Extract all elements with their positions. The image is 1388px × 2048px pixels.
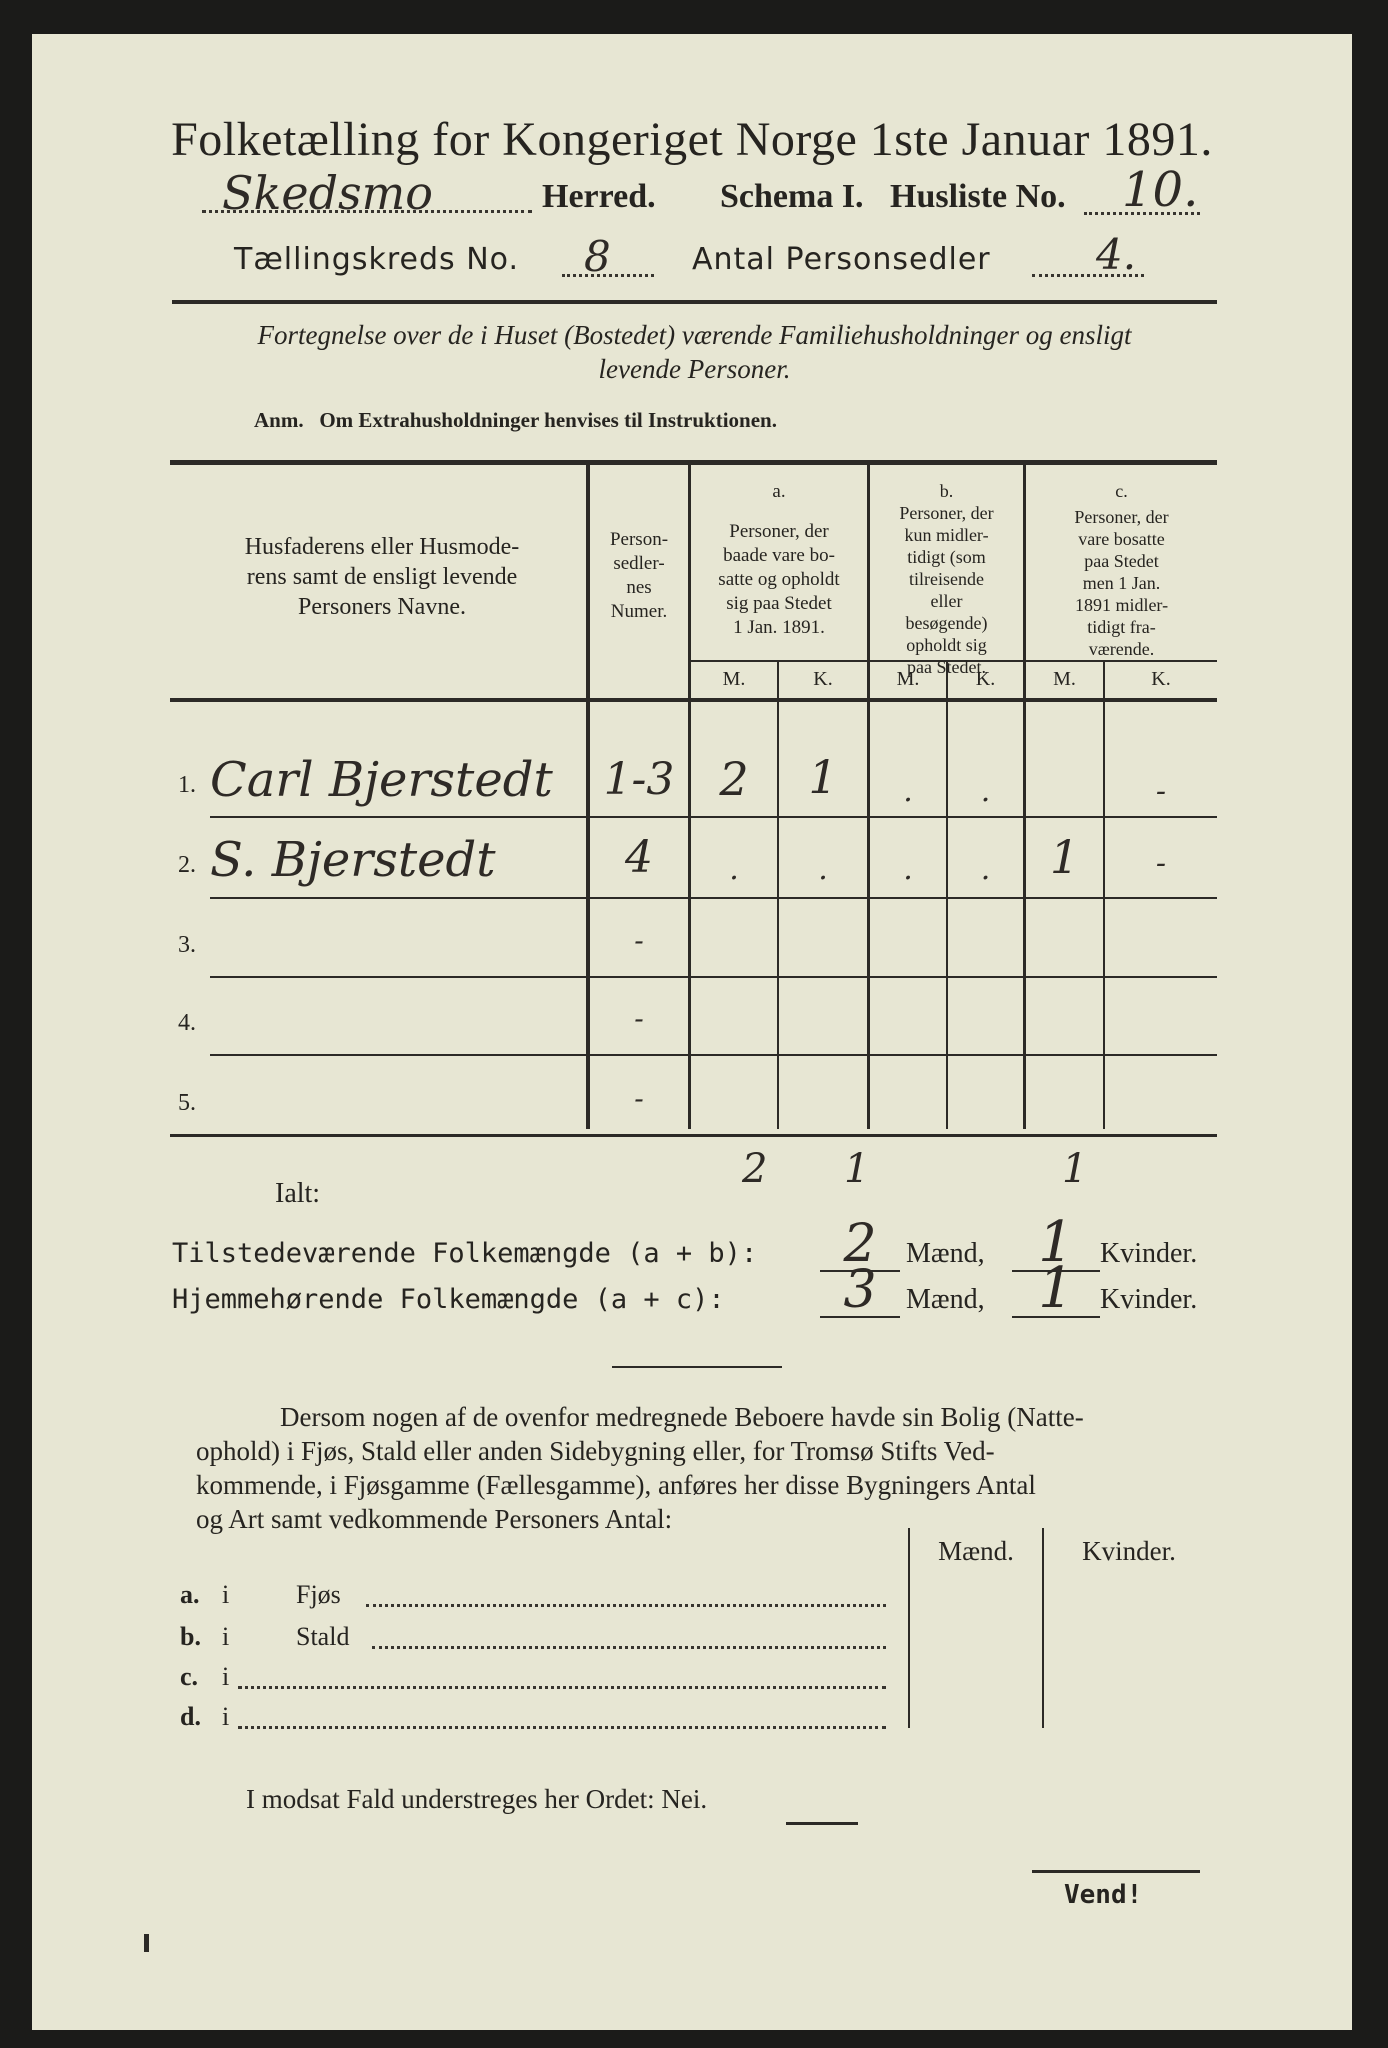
vend-rule (1032, 1870, 1200, 1873)
buildings-row-i: i (222, 1702, 230, 1731)
buildings-row-i: i (222, 1622, 230, 1651)
col-names-line3: Personers Navne. (298, 594, 466, 620)
buildings-row-i: i (222, 1662, 230, 1691)
header-bottom-rule (170, 698, 1217, 702)
row-numer: - (634, 924, 644, 957)
row-line-3 (210, 976, 1217, 978)
ink-mark (144, 1934, 149, 1952)
row-b-k: . (980, 852, 991, 887)
buildings-kvinder-header: Kvinder. (1082, 1536, 1176, 1566)
col-b-line4: tilreisende (909, 569, 984, 589)
herred-value: Skedsmo (222, 166, 433, 220)
col-c-letter: c. (1115, 481, 1128, 501)
col-b-line5: eller (930, 591, 963, 611)
col-names-line1: Husfaderens eller Husmode- (244, 534, 520, 560)
col-numer-line4: Numer. (610, 601, 668, 622)
col-a-header (691, 480, 867, 640)
buildings-row-i: i (222, 1580, 230, 1609)
husliste-value: 10. (1122, 162, 1199, 218)
ialt-a-m: 2 (742, 1146, 768, 1192)
row-number: 4. (178, 1010, 196, 1036)
table-top-rule (170, 460, 1217, 465)
row-c-m: 1 (1049, 830, 1080, 884)
hjemme-k-value: 1 (1038, 1256, 1074, 1321)
col-b-line2: kun midler- (904, 525, 989, 545)
hjemme-m-label: Mænd, (906, 1284, 985, 1315)
tilstede-m-label: Mænd, (906, 1238, 985, 1269)
buildings-row-letter: a. (180, 1580, 200, 1609)
row-name: Carl Bjerstedt (210, 752, 553, 808)
col-c-line4: men 1 Jan. (1082, 573, 1161, 593)
row-b-m: . (903, 852, 913, 887)
antal-value: 4. (1096, 230, 1137, 279)
row-numer: - (634, 1082, 644, 1115)
buildings-row-letter: b. (180, 1622, 201, 1651)
row-a-k: . (818, 852, 828, 887)
col-names-line2-text: rens samt de ensligt levende (246, 564, 518, 590)
col-numer-line1: Person- (609, 529, 669, 550)
row-line-1 (210, 816, 1217, 818)
separator-rule (612, 1366, 782, 1368)
col-c-line7: værende. (1088, 639, 1155, 659)
col-names-header (182, 532, 582, 622)
buildings-row-label: Stald (296, 1622, 350, 1651)
row-c-k: - (1155, 846, 1167, 881)
row-line-4 (210, 1054, 1217, 1056)
col-b-line6: besøgende) (905, 613, 988, 633)
col-b-line1: Personer, der (899, 503, 994, 523)
subtitle-line1: Fortegnelse over de i Huset (Bostedet) værende Familiehusholdninger og ensligt (257, 320, 1132, 350)
row-c-k: - (1155, 774, 1167, 809)
antal-label: Antal Personsedler (692, 242, 991, 277)
row-numer: 4 (625, 832, 653, 883)
col-a-line3: satte og opholdt (718, 569, 840, 590)
tilstede-m-value: 2 (843, 1214, 877, 1274)
modsat-label: I modsat Fald understreges her Ordet: (246, 1784, 655, 1814)
hjemme-label: Hjemmehørende Folkemængde (a + c): (172, 1284, 725, 1315)
modsat-underline (786, 1822, 858, 1825)
schema-label: Schema I. (720, 178, 864, 215)
col-c-line1: Personer, der (1074, 507, 1169, 527)
col-a-k: K. (813, 668, 833, 690)
row-number: 2. (178, 852, 196, 878)
row-number: 1. (178, 772, 196, 798)
anm-note: Anm. Om Extrahusholdninger henvises til Instruktionen. (254, 408, 777, 432)
buildings-row-dots (238, 1726, 886, 1729)
kreds-label: Tællingskreds No. (234, 242, 519, 277)
buildings-row-dots (366, 1604, 886, 1607)
buildings-maend-header: Mænd. (938, 1536, 1014, 1566)
herred-label: Herred. (542, 178, 656, 215)
ialt-a-k: 1 (844, 1146, 870, 1192)
row-a-k: 1 (808, 750, 838, 804)
form-title: Folketælling for Kongeriget Norge 1ste Januar 1891. (171, 113, 1213, 166)
kreds-value: 8 (584, 232, 611, 281)
hjemme-k-label: Kvinder. (1100, 1284, 1198, 1315)
modsat-text (246, 1784, 707, 1815)
row-name: S. Bjerstedt (210, 832, 496, 888)
col-names-line2 (182, 562, 582, 592)
row-number: 5. (178, 1090, 196, 1116)
col-c-header (1026, 480, 1217, 660)
col-c-line6: tidigt fra- (1087, 617, 1156, 637)
table-bottom-rule (170, 1134, 1217, 1137)
col-a-line5: 1 Jan. 1891. (733, 617, 825, 638)
buildings-row-letter: d. (180, 1702, 201, 1731)
row-line-2 (210, 897, 1217, 899)
ialt-label: Ialt: (275, 1178, 321, 1209)
col-c-line5: 1891 midler- (1074, 595, 1169, 615)
top-rule (172, 300, 1217, 304)
paragraph-line1: Dersom nogen af de ovenfor medregnede Beboere havde sin Bolig (Natte- (280, 1402, 1084, 1432)
col-b-letter: b. (939, 481, 954, 501)
col-b-m: M. (896, 668, 920, 690)
paragraph-line4: og Art samt vedkommende Personers Antal: (196, 1504, 673, 1534)
row-number: 3. (178, 932, 196, 958)
col-a-line4: sig paa Stedet (726, 593, 832, 614)
paragraph-line2: ophold) i Fjøs, Stald eller anden Sidebygning eller, for Tromsø Stifts Ved- (196, 1436, 995, 1466)
col-b-line3: tidigt (som (907, 547, 986, 567)
paragraph-line3: kommende, i Fjøsgamme (Fællesgamme), anføres her disse Bygningers Antal (196, 1470, 1036, 1500)
col-numer-header (590, 528, 688, 624)
hjemme-m-value: 3 (843, 1260, 877, 1320)
row-numer: - (634, 1002, 644, 1035)
tilstede-k-value: 1 (1038, 1210, 1074, 1275)
col-a-m: M. (722, 668, 746, 690)
row-numer: 1-3 (603, 754, 675, 805)
buildings-row-label: Fjøs (296, 1580, 341, 1609)
tilstede-k-label: Kvinder. (1100, 1238, 1198, 1269)
col-numer-line2: sedler- (613, 553, 665, 574)
row-a-m: . (729, 852, 739, 887)
row-b-m: . (903, 774, 913, 809)
husliste-label: Husliste No. (890, 178, 1066, 215)
census-form (32, 34, 1352, 2030)
tilstede-label: Tilstedeværende Folkemængde (a + b): (172, 1238, 758, 1269)
buildings-row-dots (238, 1686, 886, 1689)
col-a-line1: Personer, der (729, 521, 829, 542)
col-c-line2: vare bosatte (1078, 529, 1165, 549)
vend-label: Vend! (1064, 1880, 1143, 1910)
col-a-mk-line (777, 662, 779, 1129)
col-b-k: K. (975, 668, 996, 690)
row-a-m: 2 (719, 752, 749, 806)
modsat-word: Nei. (661, 1784, 708, 1814)
col-b-line7: opholdt sig (906, 635, 987, 655)
col-b-header (870, 480, 1023, 678)
subtitle-line2: levende Personer. (598, 354, 791, 384)
col-c-mk-line (1103, 662, 1105, 1129)
ialt-c-m: 1 (1062, 1146, 1088, 1192)
instructions-paragraph (196, 1400, 1206, 1536)
col-a-letter: a. (772, 481, 786, 502)
col-c-k: K. (1151, 668, 1171, 690)
row-b-k: . (980, 774, 991, 809)
buildings-row-dots (372, 1646, 886, 1649)
col-c-line3: paa Stedet (1084, 551, 1159, 571)
col-b-mk-line (946, 662, 948, 1129)
col-b-line8: paa Stedet. (907, 657, 986, 677)
buildings-row-letter: c. (180, 1662, 199, 1691)
col-c-m: M. (1053, 668, 1076, 690)
col-numer-line3: nes (626, 577, 652, 598)
col-a-line2: baade vare bo- (723, 545, 835, 566)
